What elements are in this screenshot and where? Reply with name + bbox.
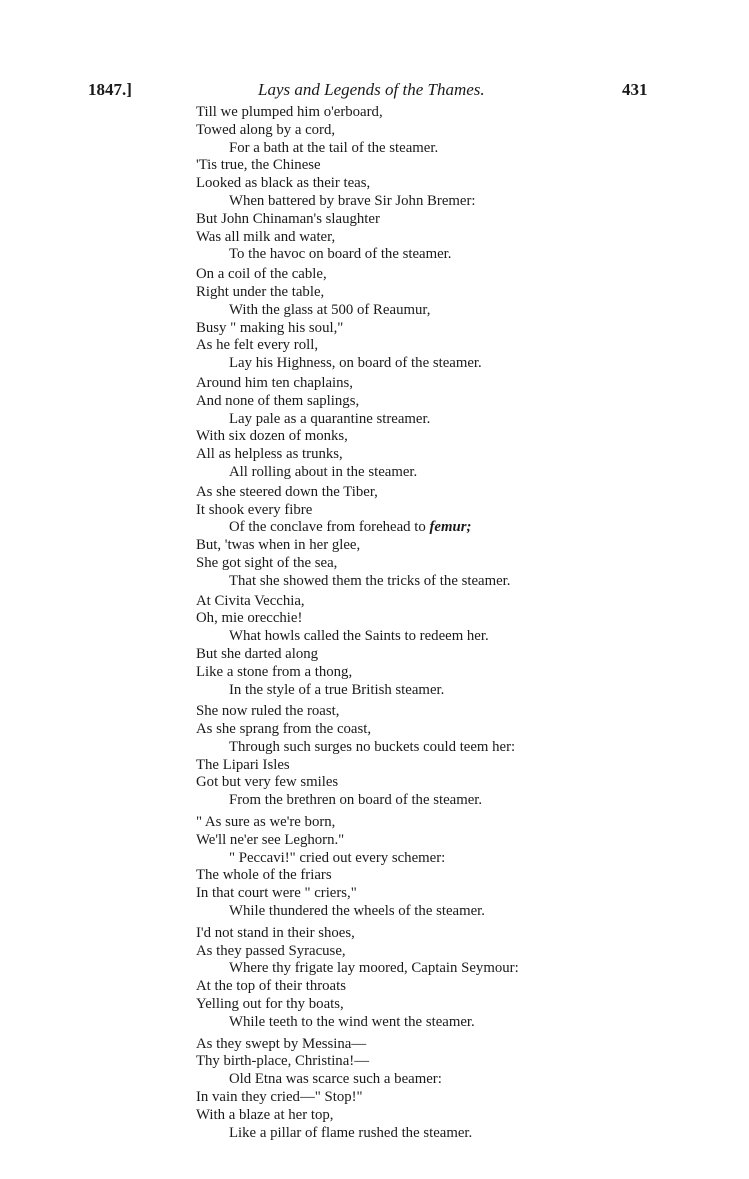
poem-line: Like a pillar of flame rushed the steamer.: [229, 1124, 473, 1141]
stanza: [196, 593, 616, 700]
stanza: [196, 925, 616, 1032]
poem-line: Towed along by a cord,: [196, 121, 336, 138]
stanza: [196, 375, 616, 482]
poem-line: But John Chinaman's slaughter: [196, 210, 380, 227]
poem-line: Old Etna was scarce such a beamer:: [229, 1071, 442, 1088]
poem-line: On a coil of the cable,: [196, 266, 327, 283]
poem-line: From the brethren on board of the steamer.: [229, 792, 483, 809]
poem-line: With six dozen of monks,: [196, 428, 348, 445]
poem-line: With a blaze at her top,: [196, 1106, 334, 1123]
poem-line: But she darted along: [196, 645, 319, 662]
poem-line: Thy birth-place, Christina!—: [196, 1053, 369, 1070]
poem-line: At the top of their throats: [196, 978, 346, 995]
poem-line: We'll ne'er see Leghorn.": [196, 831, 345, 848]
poem-line: For a bath at the tail of the steamer.: [229, 139, 439, 156]
stanza: [196, 104, 616, 264]
poem-line: As they swept by Messina—: [196, 1035, 367, 1052]
poem-line: The Lipari Isles: [196, 756, 290, 773]
poem-line: Like a stone from a thong,: [196, 663, 353, 680]
poem-line: Till we plumped him o'erboard,: [196, 104, 383, 120]
poem-line: Around him ten chaplains,: [196, 374, 353, 391]
femur-word: femur;: [429, 519, 472, 536]
poem-line: What howls called the Saints to redeem her.: [229, 628, 489, 645]
stanza: [196, 484, 616, 591]
poem-line: Lay his Highness, on board of the steamer.: [229, 355, 482, 372]
poem-line: She got sight of the sea,: [196, 554, 338, 571]
poem-line: " As sure as we're born,: [196, 814, 336, 831]
poem-line: As he felt every roll,: [196, 337, 319, 354]
poem-line: And none of them saplings,: [196, 392, 360, 409]
header-year: 1847.]: [88, 80, 132, 99]
stanza: [196, 266, 616, 373]
poem-line: At Civita Vecchia,: [196, 592, 305, 609]
poem-line: To the havoc on board of the steamer.: [229, 246, 452, 263]
poem-line: Oh, mie orecchie!: [196, 610, 303, 627]
poem-line: Looked as black as their teas,: [196, 175, 371, 192]
poem-line: Through such surges no buckets could teem her:: [229, 738, 516, 755]
poem-line: She now ruled the roast,: [196, 703, 340, 720]
poem-line: When battered by brave Sir John Bremer:: [229, 192, 476, 209]
poem-line: 'Tis true, the Chinese: [196, 157, 321, 174]
poem-line: It shook every fibre: [196, 501, 313, 518]
poem-line: The whole of the friars: [196, 867, 332, 884]
poem-line: As they passed Syracuse,: [196, 942, 346, 959]
poem-body: [196, 104, 616, 1144]
header-title: Lays and Legends of the Thames.: [258, 80, 485, 99]
poem-line: All rolling about in the steamer.: [229, 463, 418, 480]
poem-line: In the style of a true British steamer.: [229, 681, 445, 698]
poem-line: I'd not stand in their shoes,: [196, 924, 355, 941]
poem-line: As she sprang from the coast,: [196, 721, 372, 738]
poem-line: Lay pale as a quarantine streamer.: [229, 410, 431, 427]
poem-line: In vain they cried—" Stop!": [196, 1089, 363, 1106]
poem-line: But, 'twas when in her glee,: [196, 537, 361, 554]
running-header: [0, 80, 749, 104]
poem-line: All as helpless as trunks,: [196, 446, 343, 463]
stanza: [196, 814, 616, 921]
stanza: [196, 1036, 616, 1143]
poem-line: " Peccavi!" cried out every schemer:: [229, 849, 446, 866]
poem-line: While thundered the wheels of the steamer.: [229, 903, 485, 920]
poem-line: Busy " making his soul,": [196, 319, 344, 336]
poem-line: As she steered down the Tiber,: [196, 483, 378, 500]
poem-line: Was all milk and water,: [196, 228, 336, 245]
stanza: [196, 703, 616, 810]
poem-line: Right under the table,: [196, 283, 325, 300]
poem-line: Yelling out for thy boats,: [196, 996, 344, 1013]
poem-line: Got but very few smiles: [196, 774, 339, 791]
poem-line: In that court were " criers,": [196, 885, 357, 902]
poem-line-text: Of the conclave from forehead to: [229, 519, 426, 536]
poem-line: While teeth to the wind went the steamer.: [229, 1013, 475, 1030]
poem-line: Where thy frigate lay moored, Captain Seymour:: [229, 960, 519, 977]
page-number: 431: [622, 80, 648, 99]
poem-line: [196, 519, 616, 537]
poem-line: That she showed them the tricks of the steamer.: [229, 572, 511, 589]
poem-line: With the glass at 500 of Reaumur,: [229, 301, 431, 318]
